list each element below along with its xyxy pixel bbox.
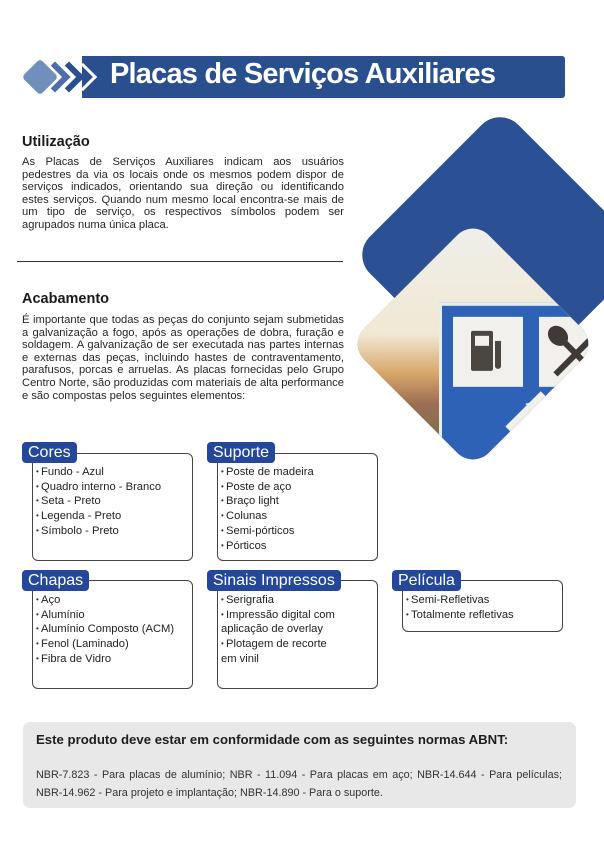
pelicula-list [406, 593, 514, 622]
list-item: • Totalmente refletivas [406, 608, 514, 623]
list-item: • Símbolo - Preto [36, 524, 161, 539]
acabamento-heading: Acabamento [22, 291, 110, 307]
utilizacao-text: As Placas de Serviços Auxiliares indicam aos usuários pedestres da via os locais onde os mesmos podem dispor de serviços indicados, orientando sua direção ou identificando estes serviços. Quando num mesmo local encontra-se mais de um tipo de serviço, os respectivos símbolos podem ser agrupados numa única placa. [22, 156, 344, 231]
section-divider [17, 261, 343, 262]
normas-text: NBR-7.823 - Para placas de alumínio; NBR - 11.094 - Para placas em aço; NBR-14.644 - Para películas; NBR-14.962 - Para projeto e implantação; NBR-14.890 - Para o suporte. [36, 769, 562, 799]
list-item: • Seta - Preto [36, 494, 161, 509]
list-item: • Semi-pórticos [221, 524, 314, 539]
list-item: • Quadro interno - Branco [36, 480, 161, 495]
suporte-tag: Suporte [207, 442, 275, 463]
list-item: • Alumínio Composto (ACM) [36, 622, 174, 637]
utilizacao-heading: Utilização [22, 134, 90, 150]
list-item: • Fenol (Laminado) [36, 637, 174, 652]
suporte-list [221, 465, 314, 553]
list-item: • Serigrafia [221, 593, 335, 608]
cores-tag: Cores [22, 442, 77, 463]
normas-heading: Este produto deve estar em conformidade com as seguintes normas ABNT: [36, 732, 509, 747]
list-item: • Alumínio [36, 608, 174, 623]
list-item: • Aço [36, 593, 174, 608]
list-item: • Plotagem de recorte [221, 637, 335, 652]
fuel-pump-icon [453, 317, 523, 387]
list-item: aplicação de overlay [221, 623, 323, 636]
list-item: • Impressão digital com [221, 608, 335, 623]
normas-panel [23, 722, 576, 808]
list-item: • Colunas [221, 509, 314, 524]
list-item: • Poste de aço [221, 480, 314, 495]
list-item: • Poste de madeira [221, 465, 314, 480]
page-title: Placas de Serviços Auxiliares [110, 58, 496, 90]
list-item: • Fibra de Vidro [36, 652, 174, 667]
cores-list [36, 465, 161, 539]
sinais-list [221, 593, 335, 667]
spoon-fork-icon [539, 317, 597, 387]
list-item: • Legenda - Preto [36, 509, 161, 524]
list-item: • Pórticos [221, 539, 314, 554]
pelicula-tag: Película [392, 570, 461, 591]
list-item: em vinil [221, 652, 259, 665]
chapas-tag: Chapas [22, 570, 89, 591]
list-item: • Semi-Refletivas [406, 593, 514, 608]
sinais-tag: Sinais Impressos [207, 570, 341, 591]
list-item: • Fundo - Azul [36, 465, 161, 480]
chapas-list [36, 593, 174, 667]
page-header [20, 55, 565, 99]
list-item: • Braço light [221, 494, 314, 509]
acabamento-text: É importante que todas as peças do conjunto sejam submetidas a galvanização a fogo, após as operações de dobra, furação e soldagem. A galvanização de ser executada nas partes internas e externas das peças, incluindo hastes de contraventamento, parafusos, porcas e arruelas. As placas fornecidas pelo Grupo Centro Norte, são produzidas com materiais de alta performance e são compostas pelos seguintes elementos: [22, 314, 344, 402]
